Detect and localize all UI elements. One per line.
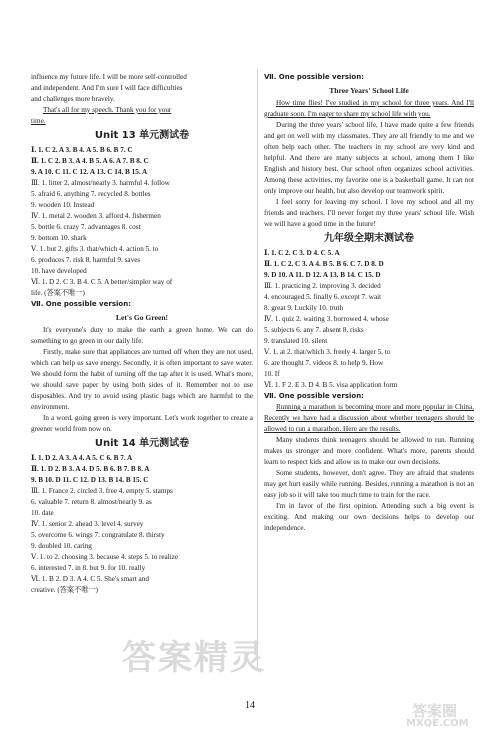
answer-line: Ⅵ. 1. D 2. C 3. B 4. C 5. A better/simpler way of: [31, 278, 173, 286]
essay-paragraph: In a word, going green is very important. Let's work together to create a greener world from now on.: [31, 414, 253, 433]
answer-line: 5. overcome 6. wings 7. congratulate 8. thirsty: [31, 531, 165, 539]
page-number: 14: [245, 700, 255, 711]
answer-line: Ⅰ. 1. D 2. A 3. A 4. A 5. C 6. B 7. A: [31, 454, 133, 462]
intro-line: and challenges more bravely.: [31, 95, 115, 103]
answer-line: 9. bottom 10. shark: [31, 234, 87, 242]
answer-line: 6. produces 7. risk 8. harmful 9. saves: [31, 256, 141, 264]
section-heading: Ⅶ. One possible version:: [31, 300, 131, 308]
left-column: [31, 72, 253, 596]
watermark-center: 答案精灵: [122, 638, 266, 678]
essay-paragraph: During the three years' school life, I have made quite a few friends and get on well with my classmates. They are all friendly to me and we often help each other. The teachers in my school are very kind and helpful. And there are many subjects at school, among them I like English and history best. Our school often organizes school activities. Among these activities, my favorite one is a basketball game. It can not only improve our health, but also develop our teamwork spirit.: [264, 121, 474, 195]
watermark-url: MXQE.COM: [406, 718, 469, 729]
essay-paragraph: I feel sorry for leaving my school. I love my school and all my friends and teachers. I'll never forget my three years' school life. Wish we will have a good time in the future!: [264, 198, 474, 228]
answer-line: Ⅳ. 1. metal 2. wooden 3. afford 4. fishermen: [31, 212, 161, 220]
final-exam-title: 九年级全期末测试卷: [324, 233, 414, 244]
answer-line: 6. are thought 7. videos 8. to help 9. How: [264, 359, 384, 367]
answer-line: 10. If: [264, 370, 280, 378]
intro-line: influence my future life. I will be more self-controlled: [31, 73, 187, 81]
answer-line: 9. doubled 10. caring: [31, 542, 92, 550]
intro-paragraph: [31, 72, 253, 127]
answer-line: 9. D 10. A 11. D 12. A 13. B 14. C 15. D: [264, 271, 381, 279]
answer-line: Ⅰ. 1. C 2. C 3. D 4. C 5. A: [264, 249, 340, 257]
answer-line: Ⅱ. 1. C 2. B 3. A 4. B 5. A 6. A 7. B 8. C: [31, 157, 149, 165]
answer-line: 6. interested 7. in 8. but 9. for 10. really: [31, 564, 146, 572]
column-divider: [257, 70, 258, 670]
answer-line: Ⅴ. 1. to 2. choosing 3. because 4. steps 5. to realize: [31, 553, 179, 561]
answer-line: 10. date: [31, 509, 54, 517]
answer-line: Ⅲ. 1. practicing 2. improving 3. decided: [264, 282, 381, 290]
answer-line: Ⅳ. 1. quiz 2. waiting 3. borrowed 4. whose: [264, 315, 389, 323]
essay-paragraph: How time flies! I've studied in my school for three years. And I'll graduate soon. I'm eager to share my school life with you.: [264, 99, 474, 118]
essay-title: Let's Go Green!: [115, 313, 169, 322]
essay-paragraph: It's everyone's duty to make the earth a green home. We can do something to go green in our daily life.: [31, 326, 253, 345]
right-column: [264, 72, 474, 534]
thanks-line: That's all for my speech. Thank you for your: [43, 106, 172, 114]
essay-title: Three Years' School Life: [329, 86, 409, 95]
unit13-title: Unit 13 单元测试卷: [94, 130, 190, 141]
answer-line: Ⅵ. 1. B 2. D 3. A 4. C 5. She's smart and: [31, 575, 149, 583]
answer-line: Ⅰ. 1. C 2. A 3. B 4. A 5. B 6. B 7. C: [31, 146, 133, 154]
answer-line: Ⅵ. 1. F 2. E 3. D 4. B 5. visa application form: [264, 381, 398, 389]
answer-line: 5. bottle 6. crazy 7. advantages 8. cost: [31, 223, 141, 231]
essay-paragraph: Some students, however, don't agree. They are afraid that students may get hurt easily while running. Besides, running a marathon is not an easy job so it will take too much time to train for the race.: [264, 469, 474, 499]
answer-line: Ⅴ. 1. but 2. gifts 3. that/which 4. action 5. to: [31, 245, 159, 253]
answer-line: 4. encouraged 5. finally 6. except 7. wait: [264, 293, 382, 301]
intro-line: and independent. And I'm sure I will face difficulties: [31, 84, 183, 92]
answer-line: Ⅳ. 1. senior 2. ahead 3. level 4. survey: [31, 520, 144, 528]
essay-paragraph: Firstly, make sure that appliances are turned off when they are not used, which can help us save energy. Secondly, it is often important to save water. We should form the habit of turning off the tap after it is used. What's more, we should save paper by using both sides of it. Remember not to use disposables. And try to avoid using plastic bags which are harmful to the environment.: [31, 348, 253, 411]
answer-line: 9. wooden 10. Instead: [31, 201, 95, 209]
unit14-answers: [31, 453, 253, 596]
answer-line: creative. (答案不唯一): [31, 586, 99, 594]
answer-line: 10. have developed: [31, 267, 87, 275]
thanks-line: time.: [31, 117, 46, 125]
section-heading: Ⅶ. One possible version:: [264, 73, 364, 81]
answer-line: 5. subjects 6. any 7. absent 8. risks: [264, 326, 364, 334]
answer-line: 9. A 10. C 11. C 12. A 13. C 14. B 15. A: [31, 168, 148, 176]
answer-line: 5. afraid 6. anything 7. recycled 8. bottles: [31, 190, 151, 198]
answer-line: Ⅲ. 1. litter 2. almost/nearly 3. harmful 4. follow: [31, 179, 170, 187]
answer-line: Ⅱ. 1. D 2. B 3. A 4. D 5. B 6. B 7. B 8. A: [31, 465, 150, 473]
unit13-answers: [31, 145, 253, 310]
answer-line: Ⅴ. 1. at 2. that/which 3. freely 4. larger 5. to: [264, 348, 391, 356]
watermark-brand: 答案圈: [412, 702, 458, 720]
answer-line: 8. great 9. Luckily 10. truth: [264, 304, 344, 312]
answer-line: 9. translated 10. silent: [264, 337, 328, 345]
answer-line: Ⅲ. 1. France 2. circled 3. free 4. empty 5. stamps: [31, 487, 173, 495]
answer-line: 9. B 10. D 11. C 12. D 13. B 14. B 15. C: [31, 476, 149, 484]
section-heading: Ⅶ. One possible version:: [264, 392, 364, 400]
answer-line: 6. valuable 7. return 8. almost/nearly 9. as: [31, 498, 152, 506]
final-exam-answers: [264, 248, 474, 402]
answer-line: Ⅱ. 1. C 2. C 3. A 4. B 5. B 6. C 7. D 8. D: [264, 260, 384, 268]
essay-paragraph: Running a marathon is becoming more and more popular in China. Recently we have had a discussion about whether teenagers should be allowed to run a marathon. Here are the results.: [264, 403, 474, 433]
answer-line: life. (答案不唯一): [31, 289, 85, 297]
unit14-title: Unit 14 单元测试卷: [94, 438, 190, 449]
essay-paragraph: I'm in favor of the first opinion. Attending such a big event is exciting. And making our own decisions helps to develop our independence.: [264, 502, 474, 532]
essay-paragraph: Many students think teenagers should be allowed to run. Running makes us stronger and more confident. What's more, parents should learn to respect kids and allow us to make our own decisions.: [264, 436, 474, 466]
